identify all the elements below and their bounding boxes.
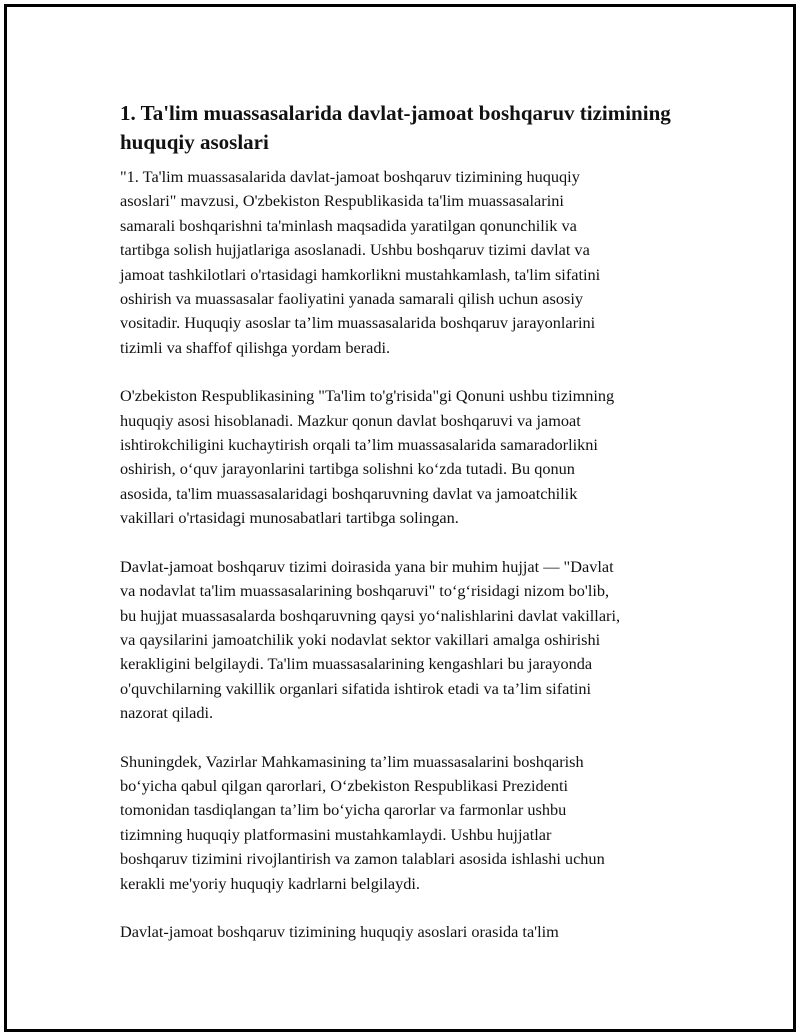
paragraph-1: "1. Ta'lim muassasalarida davlat-jamoat boshqaruv tizimining huquqiy asoslari" mavzusi, O'zbekiston Respublikasida ta'lim muassasalarini samarali boshqarishni ta'minlash maqsadida yaratilgan qonunchilik va tartibga solish hujjatlariga asoslanadi. Ushbu boshqaruv tizimi davlat va jamoat tashkilotlari o'rtasidagi hamkorlikni mustahkamlash, ta'lim sifatini oshirish va muassasalar faoliyatini yanada samarali qilish uchun asosiy vositadir. Huquqiy asoslar ta’lim muassasalarida boshqaruv jarayonlarini tizimli va shaffof qilishga yordam beradi. xyxy=(120,167,601,357)
paragraph-3: Davlat-jamoat boshqaruv tizimi doirasida yana bir muhim hujjat — "Davlat va nodavlat ta'lim muassasalarining boshqaruvi" to‘g‘risidagi nizom bo'lib, bu hujjat muassasalarda boshqaruvning qaysi yo‘nalishlarini davlat vakillari, va qaysilarini jamoatchilik yoki nodavlat sektor vakillari amalga oshirishi kerakligini belgilaydi. Ta'lim muassasalarining kengashlari bu jarayonda o'quvchilarning vakillik organlari sifatida ishtirok etadi va ta’lim sifatini nazorat qiladi. xyxy=(120,556,621,723)
paragraph-4: Shuningdek, Vazirlar Mahkamasining ta’lim muassasalarini boshqarish bo‘yicha qabul qilgan qarorlari, O‘zbekiston Respublikasi Prezidenti tomonidan tasdiqlangan ta’lim bo‘yicha qarorlar va farmonlar ushbu tizimning huquqiy platformasini mustahkamlaydi. Ushbu hujjatlar boshqaruv tizimini rivojlantirish va zamon talablari asosida ishlashi uchun kerakli me'yoriy huquqiy kadrlarni belgilaydi. xyxy=(120,751,605,893)
document-page xyxy=(4,4,796,1032)
document-body xyxy=(120,99,700,968)
page-title: 1. Ta'lim muassasalarida davlat-jamoat boshqaruv tizimining huquqiy asoslari xyxy=(120,101,671,154)
paragraph-5: Davlat-jamoat boshqaruv tizimining huquqiy asoslari orasida ta'lim xyxy=(120,921,559,941)
paragraph-2: O'zbekiston Respublikasining "Ta'lim to'g'risida"gi Qonuni ushbu tizimning huquqiy asosi hisoblanadi. Mazkur qonun davlat boshqaruvi va jamoat ishtirokchiligini kuchaytirish orqali ta’lim muassasalarida samaradorlikni oshirish, o‘quv jarayonlarini tartibga solishni ko‘zda tutadi. Bu qonun asosida, ta'lim muassasalaridagi boshqaruvning davlat va jamoatchilik vakillari o'rtasidagi munosabatlari tartibga solingan. xyxy=(120,386,615,528)
